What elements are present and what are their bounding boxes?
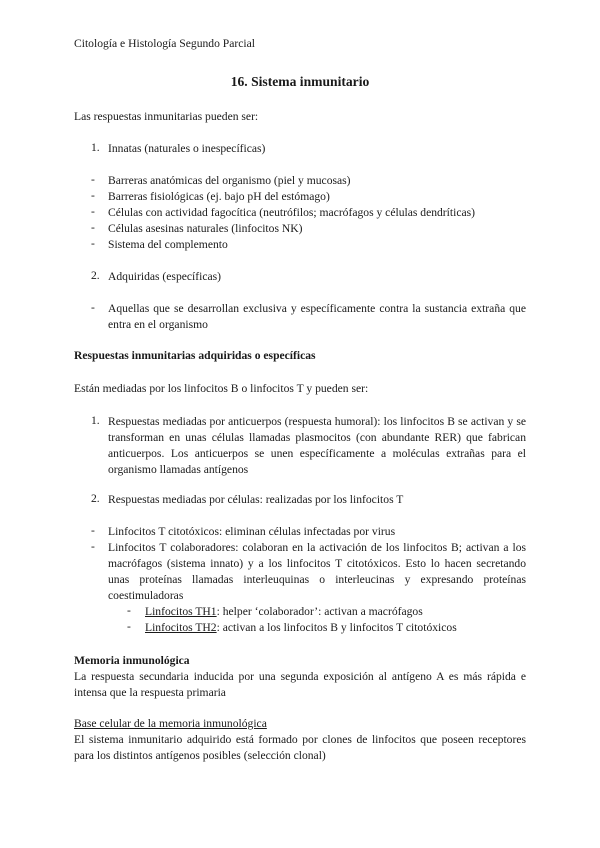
innate-item: Barreras anatómicas del organismo (piel y mucosas) (108, 174, 351, 187)
adaptive-item: Aquellas que se desarrollan exclusiva y específicamente contra la sustancia extraña que entra en el organismo (108, 302, 526, 331)
dash-bullet: - (91, 237, 95, 250)
memory-text: La respuesta secundaria inducida por una segunda exposición al antígeno A es más rápida e intensa que la respuesta primaria (74, 670, 526, 699)
th2-item (145, 620, 525, 636)
humoral-text: Respuestas mediadas por anticuerpos (respuesta humoral): los linfocitos B se activan y se transforman en unas células llamadas plasmocitos (con abundante RER) que fabrican anticuerpos. Los anticuerpos se unen específicamente a moléculas extrañas para el organismo llamadas antígenos (108, 415, 526, 476)
th1-label: Linfocitos TH1 (145, 605, 217, 618)
innate-item: Células asesinas naturales (linfocitos NK) (108, 222, 303, 235)
dash-bullet: - (91, 524, 95, 537)
dash-bullet: - (91, 173, 95, 186)
section-heading-memory: Memoria inmunológica (74, 654, 190, 667)
cellular-text: Respuestas mediadas por células: realizadas por los linfocitos T (108, 493, 404, 506)
th1-text: : helper ‘colaborador’: activan a macrófagos (216, 605, 423, 618)
innate-label: Innatas (naturales o inespecíficas) (108, 142, 266, 155)
dash-bullet: - (127, 620, 131, 633)
adaptive-label: Adquiridas (específicas) (108, 270, 221, 283)
dash-bullet: - (91, 540, 95, 553)
page-title: 16. Sistema inmunitario (230, 74, 370, 89)
adaptive-number: 2. (91, 269, 100, 282)
dash-bullet: - (91, 221, 95, 234)
section-heading-adaptive: Respuestas inmunitarias adquiridas o específicas (74, 349, 316, 362)
cellular-number: 2. (91, 492, 100, 505)
section-intro: Están mediadas por los linfocitos B o linfocitos T y pueden ser: (74, 382, 369, 395)
dash-bullet: - (91, 301, 95, 314)
memory-subtext: El sistema inmunitario adquirido está formado por clones de linfocitos que poseen receptores para los distintos antígenos posibles (selección clonal) (74, 733, 526, 762)
dash-bullet: - (91, 205, 95, 218)
cytotoxic-item: Linfocitos T citotóxicos: eliminan células infectadas por virus (108, 525, 396, 538)
innate-number: 1. (91, 141, 100, 154)
page-header: Citología e Histología Segundo Parcial (74, 37, 255, 50)
innate-item: Células con actividad fagocítica (neutrófilos; macrófagos y células dendríticas) (108, 206, 475, 219)
innate-item: Barreras fisiológicas (ej. bajo pH del estómago) (108, 190, 330, 203)
memory-subheading: Base celular de la memoria inmunológica (74, 717, 267, 730)
helpers-item: Linfocitos T colaboradores: colaboran en la activación de los linfocitos B; activan a los macrófagos (sistema innato) y a los linfocitos T citotóxicos. Esto lo hacen secretando unas proteínas llamadas interleuquinas o interleucinas y expresando proteínas coestimuladoras (108, 541, 526, 602)
innate-item: Sistema del complemento (108, 238, 228, 251)
th2-text: : activan a los linfocitos B y linfocitos T citotóxicos (216, 621, 457, 634)
humoral-number: 1. (91, 414, 100, 427)
th2-label: Linfocitos TH2 (145, 621, 217, 634)
th1-item (145, 604, 525, 620)
intro-paragraph: Las respuestas inmunitarias pueden ser: (74, 110, 259, 123)
dash-bullet: - (127, 604, 131, 617)
dash-bullet: - (91, 189, 95, 202)
